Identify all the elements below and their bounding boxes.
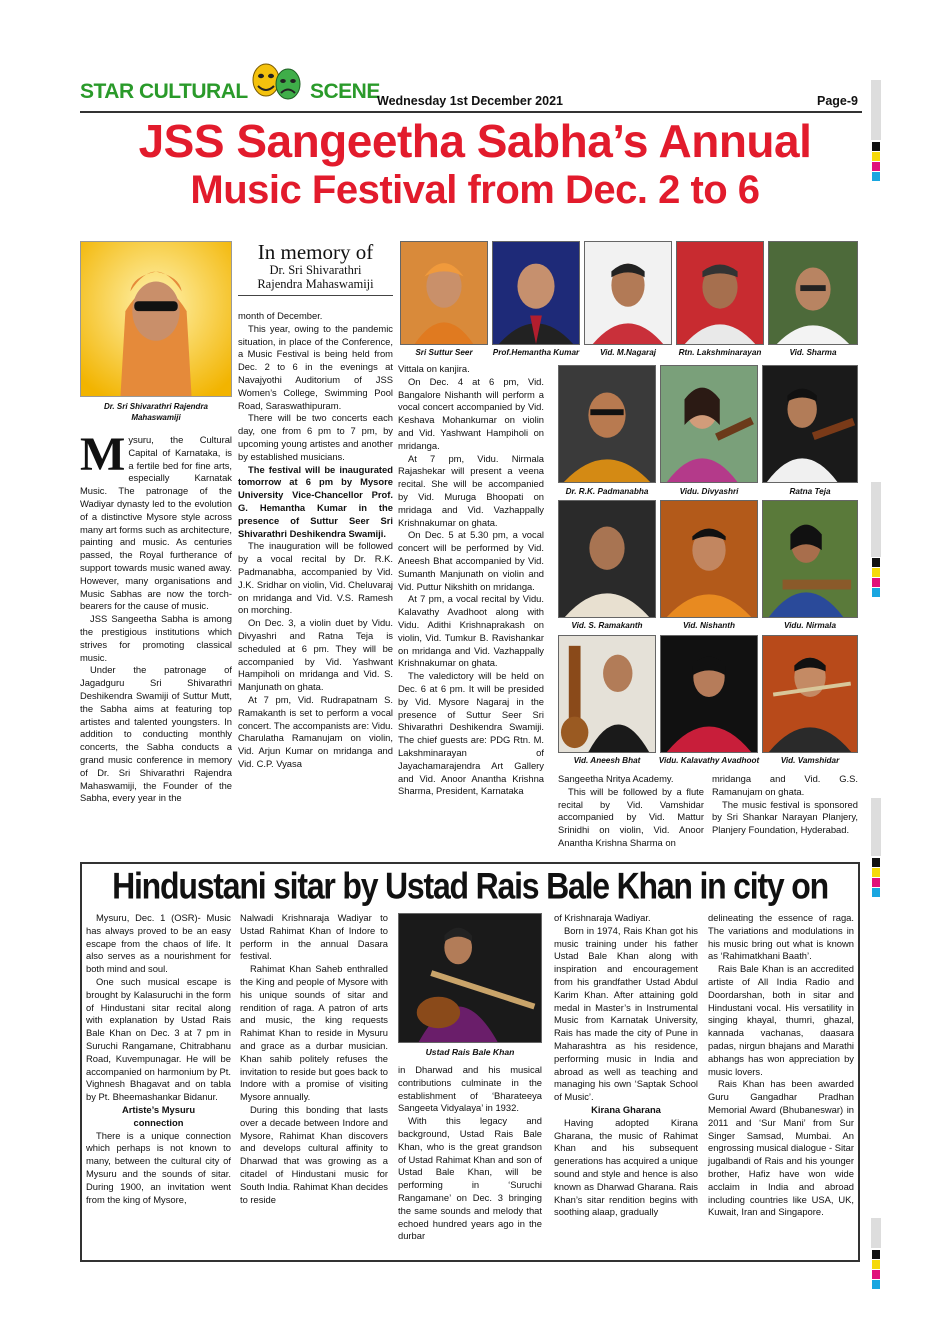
story2-subhead: Kirana Gharana bbox=[591, 1103, 661, 1115]
story1-para: ysuru, the Cultural Capital of Karnataka, is a fertile bed for fine arts, especially Karnatak Music. The patronage of the Wadiyar dynasty led to the evolution of a distinctive Mysore style across many art forms such as architecture, painting and music. As centuries passed, the Royal furtherance of support towards music waned away. However, many organisations and Music Sabhas are now the torch-bearers for the cause of music. bbox=[80, 434, 232, 612]
story1-para: month of December. bbox=[238, 310, 323, 321]
story2-para: One such musical escape is brought by Kalasuruchi in the form of Hindustani sitar recital along with explanation by Ustad Rais Bale Khan on Dec. 3 at 7 pm in Suruchi Rangamane, Chitrabhanu Road, Kuvempunagar. He will be accompanied on harmonium by Pt. Vighnesh Bhagavat and on tabla by Pt. Bheemashankar Bidanur. bbox=[86, 975, 231, 1103]
story1-column-1 bbox=[80, 428, 232, 805]
story1-para: mridanga and Vid. G.S. Ramanujam on ghata. bbox=[712, 773, 858, 797]
story1-para: This will be followed by a flute recital by Vid. Vamshidar accompanied by Vid. Mattur Srinidhi on violin, Vid. Anoor Anantha Krishna Sharma on bbox=[558, 785, 704, 848]
in-memory-name: Dr. Sri Shivarathri bbox=[269, 263, 362, 277]
story1-para: The music festival is sponsored by Sri Shankar Narayan Planjery, Planjery Foundation, Hyderabad. bbox=[712, 798, 858, 836]
headline-line-2: Music Festival from Dec. 2 to 6 bbox=[190, 168, 760, 212]
in-memory-name-2: Rajendra Mahaswamiji bbox=[257, 277, 374, 291]
story2-column-5 bbox=[708, 912, 854, 1219]
masthead-title-left: STAR CULTURAL bbox=[80, 80, 248, 103]
caption-sharma: Vid. Sharma bbox=[789, 348, 837, 357]
photo-hemantha-kumar bbox=[492, 241, 580, 345]
headline bbox=[80, 116, 870, 214]
photo-rk-padmanabha bbox=[558, 365, 656, 483]
story2-para: There is a unique connection which perhaps is not known to many, between the cultural city of Mysuru and the sounds of sitar. During 1900, an invitation went from the king of Mysore, bbox=[86, 1129, 231, 1205]
photo-sharma bbox=[768, 241, 858, 345]
headline-line-1: JSS Sangeetha Sabha’s Annual bbox=[138, 115, 812, 167]
caption-vamshidar: Vid. Vamshidar bbox=[780, 756, 840, 765]
caption-nirmala: Vidu. Nirmala bbox=[783, 621, 837, 630]
story2-para: Having adopted Kirana Gharana, the music of Rahimat Khan and his subsequent generations has acquired a unique sound and style and hence is also known as Dharwad Gharana. Rais Khan’s sitar rendition begins with soothing alaap, gradually bbox=[554, 1116, 698, 1218]
story1-para: There will be two concerts each day, one from 6 pm to 7 pm, by upcoming young artistes and another by established musicians. bbox=[238, 412, 393, 462]
story1-column-4 bbox=[558, 773, 704, 850]
story2-para: During this bonding that lasts over a decade between Indore and Mysore, Rahimat Khan discovers and develops cultural affinity to Dharwad that was growing as a citadel of Hindustani music for South India. Rahimat Khan decides to reside bbox=[240, 1103, 388, 1205]
story1-para: The inauguration will be followed by a vocal recital by Dr. R.K. Padmanabha, accompanied by Vid. J.K. Sridhar on violin, Vid. Cheluvaraj on mridanga and Vid. V.S. Ramesh on morching. bbox=[238, 540, 393, 616]
story2-para: delineating the essence of raga. The variations and modulations in his music bring out what is known as ‘Rahimatkhani Baath’. bbox=[708, 912, 854, 962]
photo-vamshidar bbox=[762, 635, 858, 753]
story2-para: Born in 1974, Rais Khan got his music training under his father Ustad Bale Khan along with inspiration and encouragement from his grandfather Ustad Abdul Karim Khan. After attaining gold medal in Master’s in Instrumental Music from Karnatak University, Rais has made the city of Pune in Maharashtra as his residence, performing music in India and abroad as well as teaching and managing his own ‘Saptak School of Music’. bbox=[554, 924, 698, 1103]
story2-headline: Hindustani sitar by Ustad Rais Bale Khan in city on bbox=[112, 865, 828, 907]
caption-hemantha-kumar: Prof.Hemantha Kumar bbox=[492, 348, 580, 357]
caption-ratna-teja: Ratna Teja bbox=[789, 487, 831, 496]
story2-para: Rahimat Khan Saheb enthralled the King and people of Mysore with his unique sounds of sitar and rendition of raga. A patron of arts and music, the king requests Rahimat Khan to reside in Mysuru and grace as a durbar musician. Khan sahib politely refuses the invitation to reside but goes back to Indore with a promise of visiting Mysore annually. bbox=[240, 963, 388, 1103]
story2-subhead: Artiste’s Mysuru connection bbox=[121, 1103, 196, 1128]
story2-para: Mysuru, Dec. 1 (OSR)- Music has always proved to be an easy escape from the chaos of life. It also serves as a nourishment for both mind and soul. bbox=[86, 912, 231, 975]
story2-para: Rais Bale Khan is an accredited artiste of All India Radio and Doordarshan, both in sitar and Hindustani vocal. His versatility in singing khayal, thumri, ghazal, kannada vachanas, daasara padas, nirgun bhajans and Marathi abhangs has won appreciation by music lovers. bbox=[708, 963, 854, 1077]
story2-column-1 bbox=[86, 912, 231, 1206]
margin-strip-bottom bbox=[871, 1218, 881, 1248]
registration-marks bbox=[872, 142, 880, 182]
story1-para: Under the patronage of Jagadguru Sri Shivarathri Deshikendra Swamiji of Suttur Mutt, the Sabha aims at featuring top artistes and talented youngsters. In addition to conducting monthly concerts, the Sabha conducts a grand music conference in memory of Dr. Sri Shivarathri Rajendra Mahaswamiji, the Founder of the Sabha, every year in the bbox=[80, 664, 232, 804]
photo-ratna-teja bbox=[762, 365, 858, 483]
story1-para: On Dec. 4 at 6 pm, Vid. Bangalore Nishanth will perform a vocal concert accompanied by Vid. Keshava Mohankumar on violin and Vid. Yashwant Hampiholi on mridanga. bbox=[398, 375, 544, 451]
story2-column-2 bbox=[240, 912, 388, 1206]
caption-rais-bale-khan: Ustad Rais Bale Khan bbox=[425, 1047, 515, 1057]
photo-divyashri bbox=[660, 365, 758, 483]
story1-para: On Dec. 3, a violin duet by Vidu. Divyashri and Ratna Teja is scheduled at 6 pm. They will be accompanied by Vid. Yashwant Hampiholi on mridanga and Vid. S. Manjunath on ghata. bbox=[238, 617, 393, 693]
caption-divyashri: Vidu. Divyashri bbox=[679, 487, 739, 496]
caption-lakshminarayan: Rtn. Lakshminarayan bbox=[678, 348, 762, 357]
story1-column-2 bbox=[238, 310, 393, 771]
photo-aneesh-bhat bbox=[558, 635, 656, 753]
caption-aneesh-bhat: Vid. Aneesh Bhat bbox=[573, 756, 641, 765]
story1-column-3 bbox=[398, 363, 544, 798]
story1-para: Sangeetha Nritya Academy. bbox=[558, 773, 674, 784]
issue-date: Wednesday 1st December 2021 bbox=[377, 94, 563, 108]
masthead-rule bbox=[80, 111, 862, 113]
photo-nirmala bbox=[762, 500, 858, 618]
in-memory-title: In memory of bbox=[257, 240, 374, 264]
photo-lakshminarayan bbox=[676, 241, 764, 345]
story1-para: At 7 pm, Vidu. Nirmala Rajashekar will present a veena recital. She will be accompanied by Vid. Muruga Bhoopati on mridaga and Vid. Vazhappally Krishnakumar on ghata. bbox=[398, 452, 544, 528]
page-number: Page-9 bbox=[817, 94, 858, 108]
portrait-mahaswamiji bbox=[80, 241, 232, 397]
story1-para: This year, owing to the pandemic situation, in place of the Conference, a Music Festival is being held from Dec. 2 to 6 in the evenings at Navajyothi Auditorium of JSS Women’s College, Swimming Pool Road, Saraswathipuram. bbox=[238, 322, 393, 411]
caption-kalavathy-avadhoot: Vidu. Kalavathy Avadhoot bbox=[658, 756, 760, 765]
caption-m-nagaraj: Vid. M.Nagaraj bbox=[599, 348, 657, 357]
story1-para: On Dec. 5 at 5.30 pm, a vocal concert will be performed by Vid. Aneesh Bhat accompanied by Vid. Sumanth Manjunath on violin and Vid. Puttur Nikshith on mridanga. bbox=[398, 529, 544, 592]
caption-s-ramakanth: Vid. S. Ramakanth bbox=[571, 621, 643, 630]
story1-para: Vittala on kanjira. bbox=[398, 363, 470, 374]
drop-cap: M bbox=[80, 428, 126, 481]
story2-para: of Krishnaraja Wadiyar. bbox=[554, 912, 651, 923]
caption-suttur-seer: Sri Suttur Seer bbox=[415, 348, 473, 357]
story2-para: in Dharwad and his musical contributions culminate in the establishment of ‘Bharateeya Sangeeta Vidyalaya’ in 1932. bbox=[398, 1064, 542, 1114]
story1-para: JSS Sangeetha Sabha is among the prestigious institutions which strives for promoting classical music. bbox=[80, 613, 232, 663]
photo-suttur-seer bbox=[400, 241, 488, 345]
story1-para: The festival will be inaugurated tomorrow at 6 pm by Mysore University Vice-Chancellor Prof. G. Hemantha Kumar in the presence of Suttur Seer Sri Shivarathri Deshikendra Swamiji. bbox=[238, 463, 393, 539]
story1-para: The valedictory will be held on Dec. 6 at 6 pm. It will be presided by Vid. Mysore Nagaraj in the presence of Suttur Seer Sri Shivarathri Deshikendra Swamiji. The chief guests are: PDG Rtn. M. Lakshminarayan of Jayachamarajendra Art Gallery and Vid. Anoor Anantha Krishna Sharma, President, Karnataka bbox=[398, 670, 544, 797]
registration-marks bbox=[872, 558, 880, 598]
story2-para: Nalwadi Krishnaraja Wadiyar to Ustad Rahimat Khan of Indore to perform in the annual Dasara festival. bbox=[240, 912, 388, 962]
margin-strip-mid bbox=[871, 482, 881, 557]
photo-nishanth bbox=[660, 500, 758, 618]
masthead bbox=[80, 74, 880, 106]
photo-kalavathy-avadhoot bbox=[660, 635, 758, 753]
story1-para: At 7 pm, a vocal recital by Vidu. Kalavathy Avadhoot along with Vidu. Adithi Krishnaprakash on violin, Vid. Tumkur B. Ravishankar on mridanga and Vid. Vazhappally Krishnakumar on ghata. bbox=[398, 593, 544, 669]
registration-marks bbox=[872, 1250, 880, 1290]
story1-column-5 bbox=[712, 773, 858, 837]
story2-para: Rais Khan has been awarded Guru Gangadhar Pradhan Memorial Award (Bhubaneswar) in 2011 and ‘Sur Mani’ from Sur Singer Samsad, Mumbai. An engrossing musical dialogue - Sitar jugalbandi of Rais and his younger brother, Hafiz have won wide acclaim in India and abroad including countries like USA, UK, Kuwait, Iran and Singapore. bbox=[708, 1078, 854, 1218]
photo-m-nagaraj bbox=[584, 241, 672, 345]
story2-column-3 bbox=[398, 1064, 542, 1243]
caption-nishanth: Vid. Nishanth bbox=[682, 621, 735, 630]
story2-column-4 bbox=[554, 912, 698, 1219]
photo-rais-bale-khan bbox=[398, 913, 542, 1043]
theatre-masks-icon bbox=[242, 60, 312, 102]
story2-para: With this legacy and background, Ustad Rais Bale Khan, who is the great grandson of Ustad Rahimat Khan and son of Ustad Bale Khan, will be performing in ‘Suruchi Rangamane’ on Dec. 3 bringing the same sounds and melody that echoed hundred years ago in the durbar bbox=[398, 1115, 542, 1242]
photo-s-ramakanth bbox=[558, 500, 656, 618]
caption-rk-padmanabha: Dr. R.K. Padmanabha bbox=[565, 487, 649, 496]
story1-para: At 7 pm, Vid. Rudrapatnam S. Ramakanth is set to perform a vocal concert. The accompanists are: Vidu. Charulatha Ramanujam on violin, Vid. Arjun Kumar on mridanga and Vid. C.P. Vyasa bbox=[238, 693, 393, 769]
caption-mahaswamiji: Dr. Sri Shivarathri Rajendra Mahaswamiji bbox=[103, 402, 209, 422]
in-memory-block bbox=[238, 241, 393, 296]
registration-marks bbox=[872, 858, 880, 898]
masthead-title-right: SCENE bbox=[310, 80, 380, 103]
margin-strip-low bbox=[871, 798, 881, 856]
